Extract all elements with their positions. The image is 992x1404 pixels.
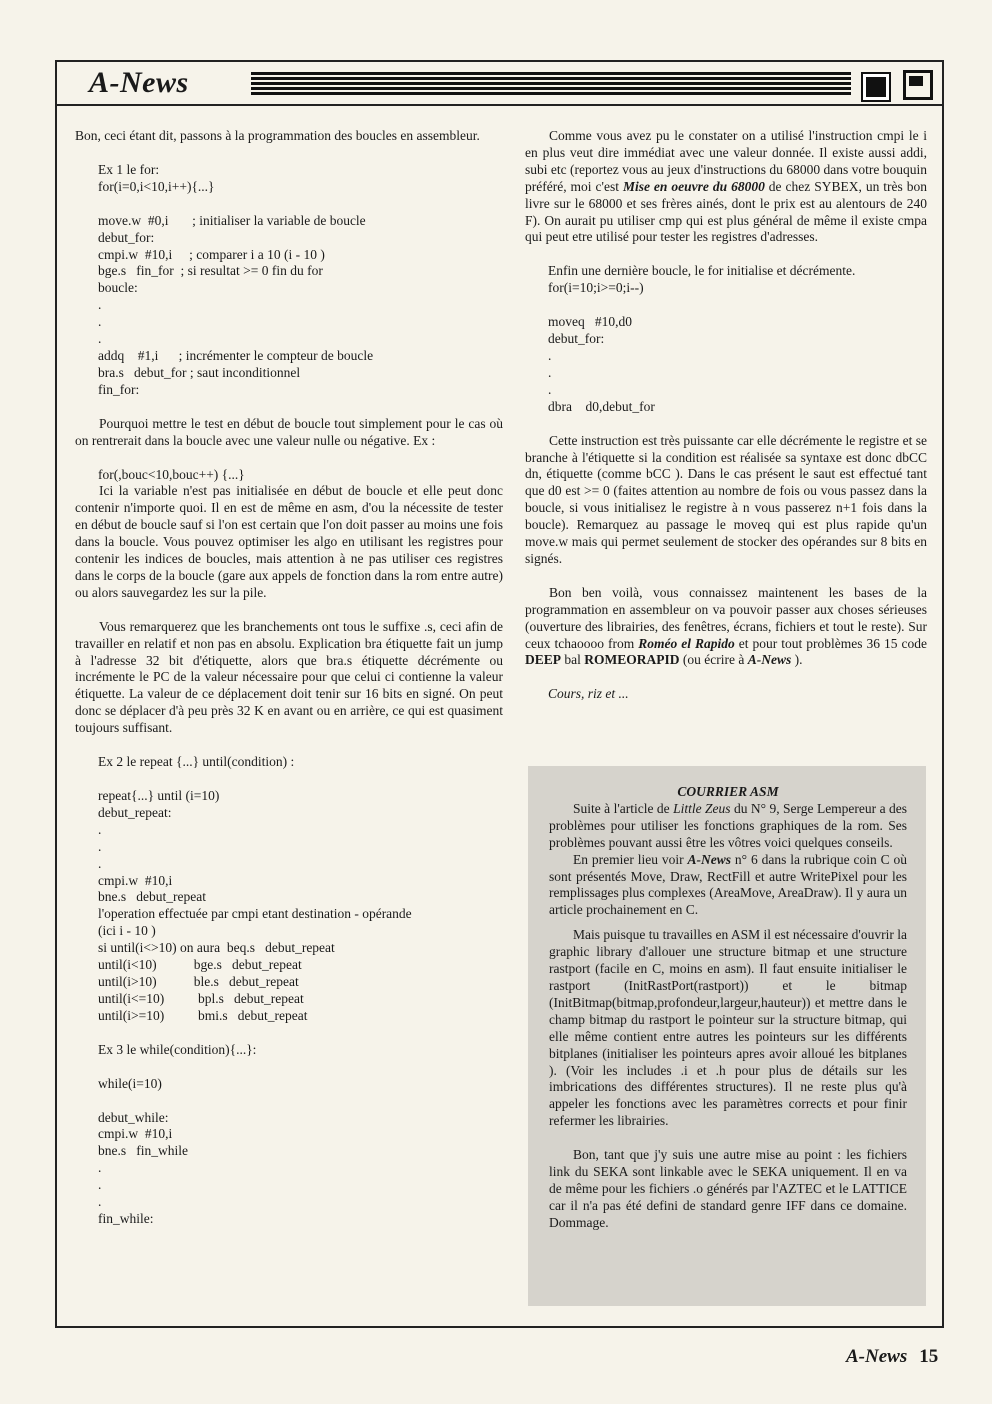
code-line: repeat{...} until (i=10) [98, 788, 220, 803]
code-line: cmpi.w #10,i [98, 872, 173, 888]
code-line: . [98, 297, 102, 313]
paragraph: Bon, tant que j'y suis une autre mise au point : les fichiers link du SEKA sont linkable avec le SEKA uniquement. Il en va de même pour les fichiers .o générés par l'AZTEC et le LATTICE car il n'a pas été defini de standard genre IFF dans ce domaine. Dommage. [549, 1147, 907, 1230]
spacer [75, 737, 503, 754]
code-line: bne.s fin_while [98, 1143, 188, 1159]
page-header [55, 60, 944, 106]
code-line: . [98, 1177, 102, 1193]
code-line: bne.s debut_repeat [98, 889, 206, 905]
paragraph: Bon, ceci étant dit, passons à la programmation des boucles en assembleur. [75, 128, 480, 143]
footer-magazine: A-News [846, 1346, 908, 1367]
right-column [525, 128, 927, 703]
code-line: addq #1,i ; incrémenter le compteur de boucle [98, 347, 374, 363]
paragraph: Pourquoi mettre le test en début de boucle tout simplement pour le cas où on rentrerait dans la boucle avec une valeur nulle ou négative. Ex : [75, 415, 503, 448]
code-line: while(i=10) [98, 1075, 162, 1091]
code-line: cmpi.w #10,i [98, 1126, 173, 1142]
window-front-icon [903, 70, 933, 100]
code-line: debut_for: [548, 331, 605, 347]
code-line: debut_repeat: [98, 804, 172, 820]
spacer [75, 1025, 503, 1042]
spacer [75, 399, 503, 416]
code-line: . [548, 381, 552, 397]
code-line: for(i=10;i>=0;i--) [548, 280, 644, 296]
paragraph: Bon ben voilà, vous connaissez maintenent les bases de la programmation en assembleur on va pouvoir passer aux choses sérieuses (ouverture des librairies, des fenêtres, écrans, fichiers et tout le reste). Sur ceux tchaoooo from Roméo el Rapido et pour tout problèmes 36 15 code DEEP bal ROMEORAPID (ou écrire à A-News ). [525, 584, 927, 668]
code-line: l'operation effectuée par cmpi etant destination - opérande [98, 906, 412, 922]
code-line: (ici i - 10 ) [98, 923, 156, 939]
code-line: move.w #0,i ; initialiser la variable de boucle [98, 212, 366, 228]
code-line: moveq #10,d0 [548, 314, 632, 330]
paragraph: Ici la variable n'est pas initialisée en début de boucle et elle peut donc contenir n'importe quoi. Il en est de même en asm, d'ou la nécessite de tester en début de boucle sauf si l'on est certain que l'on doit passer au moins une fois dans la boucle. Vous pouvez optimiser les algo en utilisant les registres pour contenir les indices de boucles, mais attention à ne pas utiliser ces registres dans le corps de la boucle (gare aux appels de fonction dans la rom entre autre) ou alors sauvegardez les sur la pile. [75, 483, 503, 600]
code-line: . [98, 1160, 102, 1176]
code-line: bge.s fin_for ; si resultat >= 0 fin du for [98, 263, 323, 279]
code-line: until(i<=10) bpl.s debut_repeat [98, 990, 304, 1006]
paragraph: Mais puisque tu travailles en ASM il est nécessaire d'ouvrir la graphic library d'allouer une structure bitmap et une structure rastport (facile en C, moins en asm). Il faut ensuite initialiser le rastport (InitRastPort(rastport)) et le bitmap (InitBitmap(bitmap,profondeur,largeur,hauteur)) et mettre dans le champ bitmap du rastport le pointeur sur la structure bitmap, qui elle même contient entre autres les pointeurs sur les différents bitplanes (initialiser les pointeurs apres avoir alloué les bitplanes ). (Voir les includes .i et .h pour plus de détails sur les imbrications des différentes structures). Il ne reste plus qu'à appeler les fonctions avec les paramètres corrects et pour finir refermer les librairies. [549, 927, 907, 1129]
code-line: . [98, 855, 102, 871]
window-icon [861, 72, 891, 102]
code-line: . [98, 838, 102, 854]
signoff: Cours, riz et ... [548, 686, 629, 702]
code-line: debut_while: [98, 1109, 169, 1125]
left-column [75, 128, 503, 1228]
header-stripes [251, 72, 851, 96]
code-line: until(i>10) ble.s debut_repeat [98, 973, 299, 989]
code-line: Ex 1 le for: [98, 161, 160, 177]
paragraph: Comme vous avez pu le constater on a utilisé l'instruction cmpi le i en plus veut dire immédiat avec une valeur donnée. Il existe aussi addi, subi etc (reportez vous au jeux d'instructions du 68000 dans votre bouquin préféré, moi c'est Mise en oeuvre du 68000 de chez SYBEX, un très bon livre sur le 68000 et ses frères ainés, dont le prix est au alentours de 240 F). On aurait pu utiliser cmp qui est plus général de même il existe cmpa qui peut etre utilisé pour tester les registres d'adresses. [525, 128, 928, 245]
courrier-title: COURRIER ASM [677, 784, 779, 799]
page-number: 15 [919, 1346, 939, 1367]
code-line: . [98, 821, 102, 837]
code-line: cmpi.w #10,i ; comparer i a 10 (i - 10 ) [98, 246, 325, 262]
paragraph: Cette instruction est très puissante car elle décrémente le registre et se branche à l'étiquette si la condition est réalisée sa syntaxe est donc dbCC dn, étiquette (comme bCC ). Dans le cas présent le saut est effectué tant que d0 est >= 0 (faites attention au nombre de fois ou vous passez dans la boucle, si vous initialisez le registre à n vous passerez n+1 fois dans la boucle). Remarquez au passage le moveq qui est plus rapide qu'un move.w mais qui permet seulement de stocker des opérandes sur 8 bits en signés. [525, 432, 927, 566]
code-line: bra.s debut_for ; saut inconditionnel [98, 364, 301, 380]
code-line: Ex 2 le repeat {...} until(condition) : [98, 754, 295, 770]
code-line: . [548, 347, 552, 363]
spacer [75, 145, 503, 162]
spacer [75, 1059, 503, 1076]
code-line: . [98, 314, 102, 330]
code-line: boucle: [98, 280, 138, 296]
code-line: until(i<10) bge.s debut_repeat [98, 957, 302, 973]
code-line: . [98, 331, 102, 347]
spacer [75, 196, 503, 213]
code-line: fin_while: [98, 1210, 154, 1226]
code-line: for(i=0,i<10,i++){...} [98, 178, 215, 194]
courrier-box [528, 766, 926, 1306]
paragraph: En premier lieu voir A-News n° 6 dans la rubrique coin C où sont présentés Move, Draw, RectFill et autre WritePixel pour les remplissages plus complexes (AreaMove, AreaDraw). Il y aura un article prochainement en C. [549, 851, 907, 918]
code-line: fin_for: [98, 381, 140, 397]
spacer [75, 1093, 503, 1110]
magazine-logo: A-News [89, 66, 189, 99]
paragraph: Suite à l'article de Little Zeus du N° 9, Serge Lempereur a des problèmes pour utiliser les fonctions graphiques de la rom. Ses problèmes pouvant aussi être les vôtres voici quelques conseils. [549, 800, 907, 850]
code-line: for(,bouc<10,bouc++) {...} [98, 466, 245, 482]
code-line: . [548, 364, 552, 380]
code-line: si until(i<>10) on aura beq.s debut_repeat [98, 940, 335, 956]
spacer [75, 602, 503, 619]
code-line: debut_for: [98, 229, 155, 245]
code-line: dbra d0,debut_for [548, 398, 655, 414]
page-footer [846, 1346, 938, 1368]
code-line: Ex 3 le while(condition){...}: [98, 1041, 257, 1057]
paragraph: Enfin une dernière boucle, le for initialise et décrémente. [548, 263, 856, 279]
spacer [75, 771, 503, 788]
paragraph: Vous remarquerez que les branchements ont tous le suffixe .s, ceci afin de travailler en relatif et non pas en absolu. Explication bra étiquette fait un jump à l'adresse 32 bit d'étiquette, alors que bra.s étiquette décrémente ou incrémente le PC de la valeur nécessaire pour que celui ci contienne la valeur étiquette. La valeur de ce déplacement doit tenir sur 16 bits en signé. On peut donc se déplacer d'à peu près 32 K en avant ou en arrière, ce qui est quasiment toujours suffisant. [75, 618, 503, 736]
spacer [75, 450, 503, 467]
code-line: until(i>=10) bmi.s debut_repeat [98, 1007, 308, 1023]
code-line: . [98, 1194, 102, 1210]
